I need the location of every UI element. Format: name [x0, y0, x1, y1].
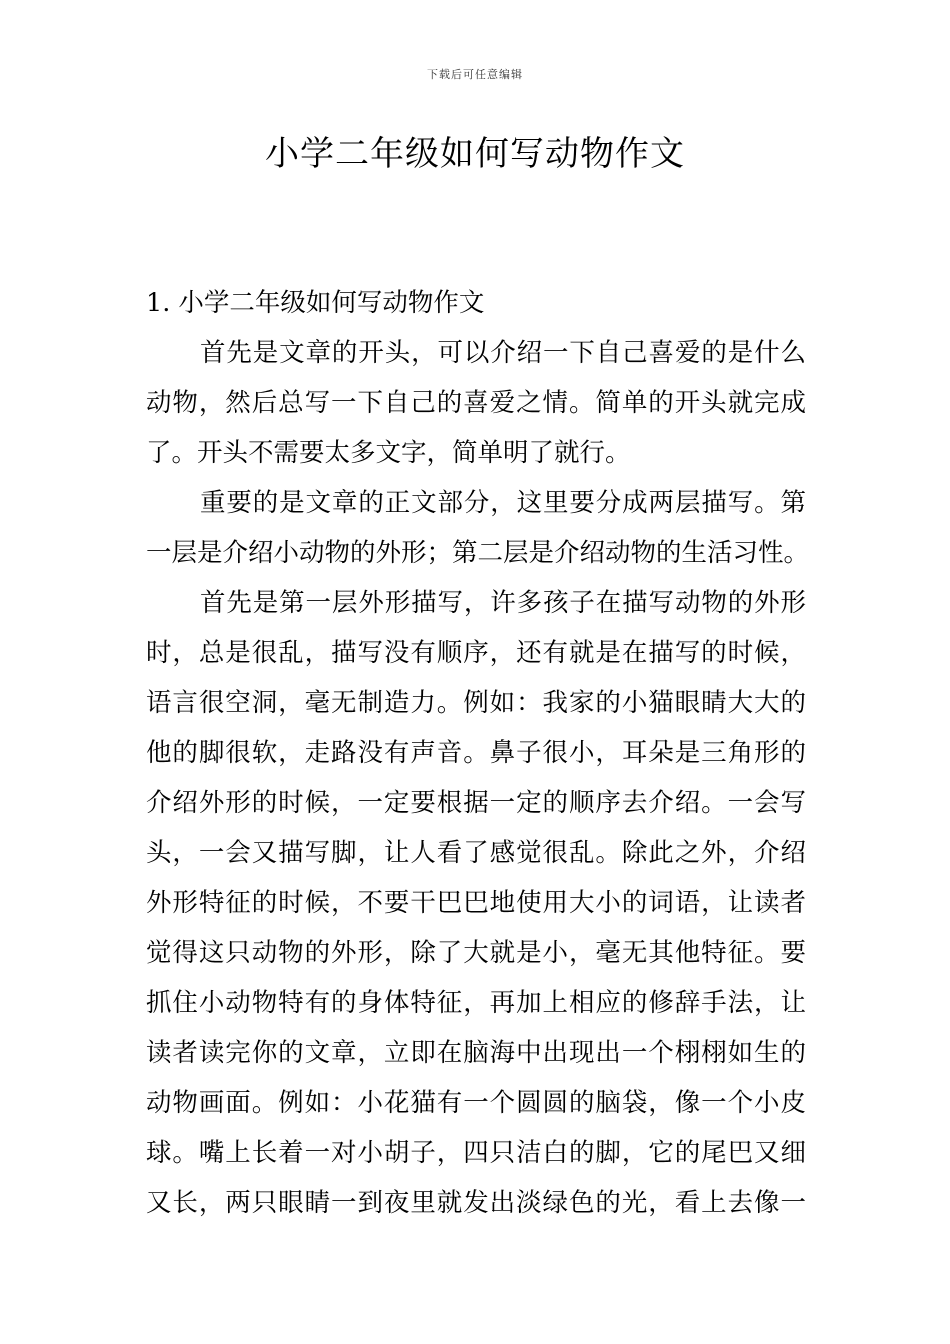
paragraph-line: 头，一会又描写脚，让人看了感觉很乱。除此之外，介绍: [146, 838, 806, 868]
paragraph-line: 首先是第一层外形描写，许多孩子在描写动物的外形: [200, 588, 806, 618]
section-heading: 1. 小学二年级如何写动物作文: [146, 288, 485, 318]
paragraph-line: 球。嘴上长着一对小胡子，四只洁白的脚，它的尾巴又细: [146, 1138, 806, 1168]
paragraph-line: 动物，然后总写一下自己的喜爱之情。简单的开头就完成: [146, 388, 806, 418]
paragraph-line: 一层是介绍小动物的外形；第二层是介绍动物的生活习性。: [146, 538, 810, 568]
document-body: [146, 278, 810, 1228]
paragraph-line: 又长，两只眼睛一到夜里就发出淡绿色的光，看上去像一: [146, 1188, 806, 1218]
paragraph-line: 外形特征的时候，不要干巴巴地使用大小的词语，让读者: [146, 888, 806, 918]
paragraph-line: 首先是文章的开头，可以介绍一下自己喜爱的是什么: [200, 338, 806, 368]
paragraph-line: 语言很空洞，毫无制造力。例如：我家的小猫眼睛大大的: [146, 688, 806, 718]
paragraph-line: 觉得这只动物的外形，除了大就是小，毫无其他特征。要: [146, 938, 806, 968]
paragraph-line: 了。开头不需要太多文字，简单明了就行。: [146, 438, 631, 468]
paragraph-line: 动物画面。例如：小花猫有一个圆圆的脑袋，像一个小皮: [146, 1088, 806, 1118]
document-title: 小学二年级如何写动物作文: [265, 134, 685, 174]
paragraph-line: 重要的是文章的正文部分，这里要分成两层描写。第: [200, 488, 806, 518]
header-note: 下载后可任意编辑: [427, 68, 523, 81]
paragraph-line: 读者读完你的文章，立即在脑海中出现出一个栩栩如生的: [146, 1038, 806, 1068]
paragraph-line: 介绍外形的时候，一定要根据一定的顺序去介绍。一会写: [146, 788, 806, 818]
paragraph-line: 抓住小动物特有的身体特征，再加上相应的修辞手法，让: [146, 988, 806, 1018]
paragraph-line: 他的脚很软，走路没有声音。鼻子很小，耳朵是三角形的: [146, 738, 806, 768]
paragraph-line: 时，总是很乱，描写没有顺序，还有就是在描写的时候，: [146, 638, 806, 668]
